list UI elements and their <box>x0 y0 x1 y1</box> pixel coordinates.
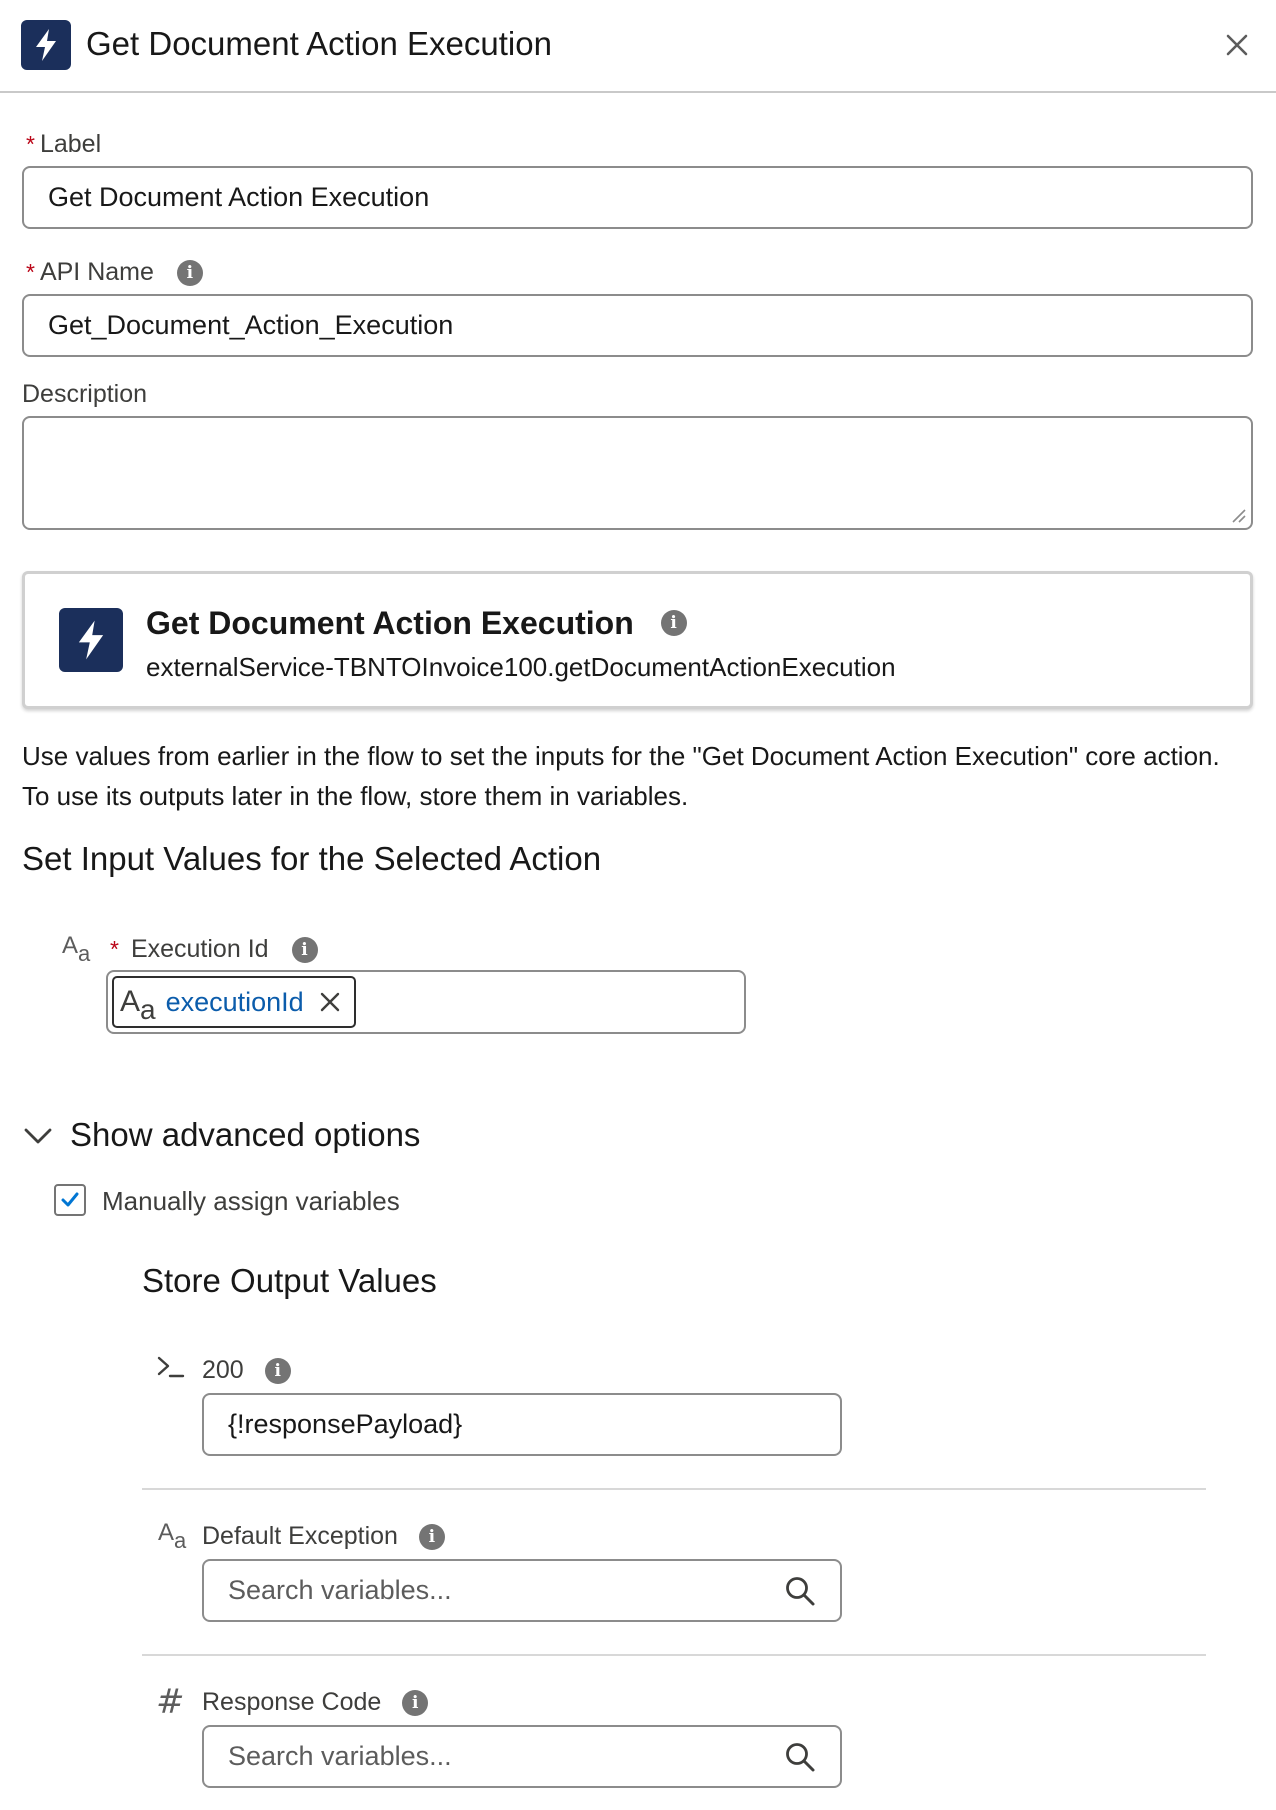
response-code-search-input[interactable]: Search variables... <box>202 1725 842 1788</box>
default-exception-search-input[interactable]: Search variables... <box>202 1559 842 1622</box>
panel-title: Get Document Action Execution <box>86 25 552 62</box>
output-200-input[interactable]: {!responsePayload} <box>202 1393 842 1456</box>
show-advanced-label: Show advanced options <box>70 1116 421 1153</box>
terminal-type-icon <box>156 1354 186 1387</box>
api-name-field-label: * API Name i <box>26 258 203 287</box>
header-divider <box>0 91 1276 93</box>
required-marker: * <box>26 259 35 285</box>
app-icon <box>21 20 71 70</box>
manual-assign-checkbox[interactable] <box>54 1184 86 1216</box>
info-icon[interactable]: i <box>177 260 203 286</box>
info-icon[interactable]: i <box>265 1358 291 1384</box>
info-icon[interactable]: i <box>419 1524 445 1550</box>
response-code-label: Response Code i <box>202 1688 428 1717</box>
action-card <box>22 571 1253 709</box>
info-icon[interactable]: i <box>661 610 687 636</box>
action-card-title: Get Document Action Execution i <box>146 605 687 642</box>
checkmark-icon <box>60 1191 80 1209</box>
required-marker: * <box>26 131 35 157</box>
instructions-text: Use values from earlier in the flow to set the inputs for the "Get Document Action Execution" core action. To use its outputs later in the flow, store them in variables. <box>22 741 1220 811</box>
required-marker: * <box>110 936 119 962</box>
action-icon <box>59 608 123 672</box>
text-type-icon: Aa <box>120 985 156 1025</box>
show-advanced-toggle[interactable] <box>22 1116 420 1154</box>
output-200-label: 200 i <box>202 1356 291 1385</box>
close-icon <box>1222 30 1252 60</box>
description-textarea[interactable] <box>22 416 1253 530</box>
manual-assign-label: Manually assign variables <box>102 1186 400 1216</box>
execution-id-pill[interactable] <box>112 976 356 1028</box>
number-type-icon: # <box>156 1682 185 1722</box>
label-field-label: * Label <box>26 130 102 158</box>
default-exception-label: Default Exception i <box>202 1522 445 1551</box>
pill-label: executionId <box>165 986 304 1017</box>
label-input[interactable]: Get Document Action Execution <box>22 166 1253 229</box>
lightning-bolt-icon <box>32 28 60 62</box>
execution-id-label: * Execution Id i <box>110 935 318 964</box>
search-icon <box>784 1741 816 1773</box>
close-button[interactable] <box>1222 30 1252 60</box>
chevron-down-icon <box>22 1119 54 1151</box>
remove-pill-icon[interactable] <box>318 990 342 1014</box>
description-field-label: Description <box>22 380 148 408</box>
text-type-icon: Aa <box>62 932 91 966</box>
input-section-title: Set Input Values for the Selected Action <box>22 840 602 877</box>
output-section-title: Store Output Values <box>142 1262 437 1299</box>
text-type-icon: Aa <box>158 1519 187 1553</box>
action-card-subtitle: externalService-TBNTOInvoice100.getDocumentActionExecution <box>146 652 896 682</box>
resize-handle-icon[interactable] <box>1229 506 1247 524</box>
output-divider <box>142 1654 1206 1656</box>
lightning-bolt-icon <box>74 619 108 661</box>
output-divider <box>142 1488 1206 1490</box>
info-icon[interactable]: i <box>402 1690 428 1716</box>
info-icon[interactable]: i <box>292 937 318 963</box>
search-icon <box>784 1575 816 1607</box>
api-name-input[interactable]: Get_Document_Action_Execution <box>22 294 1253 357</box>
